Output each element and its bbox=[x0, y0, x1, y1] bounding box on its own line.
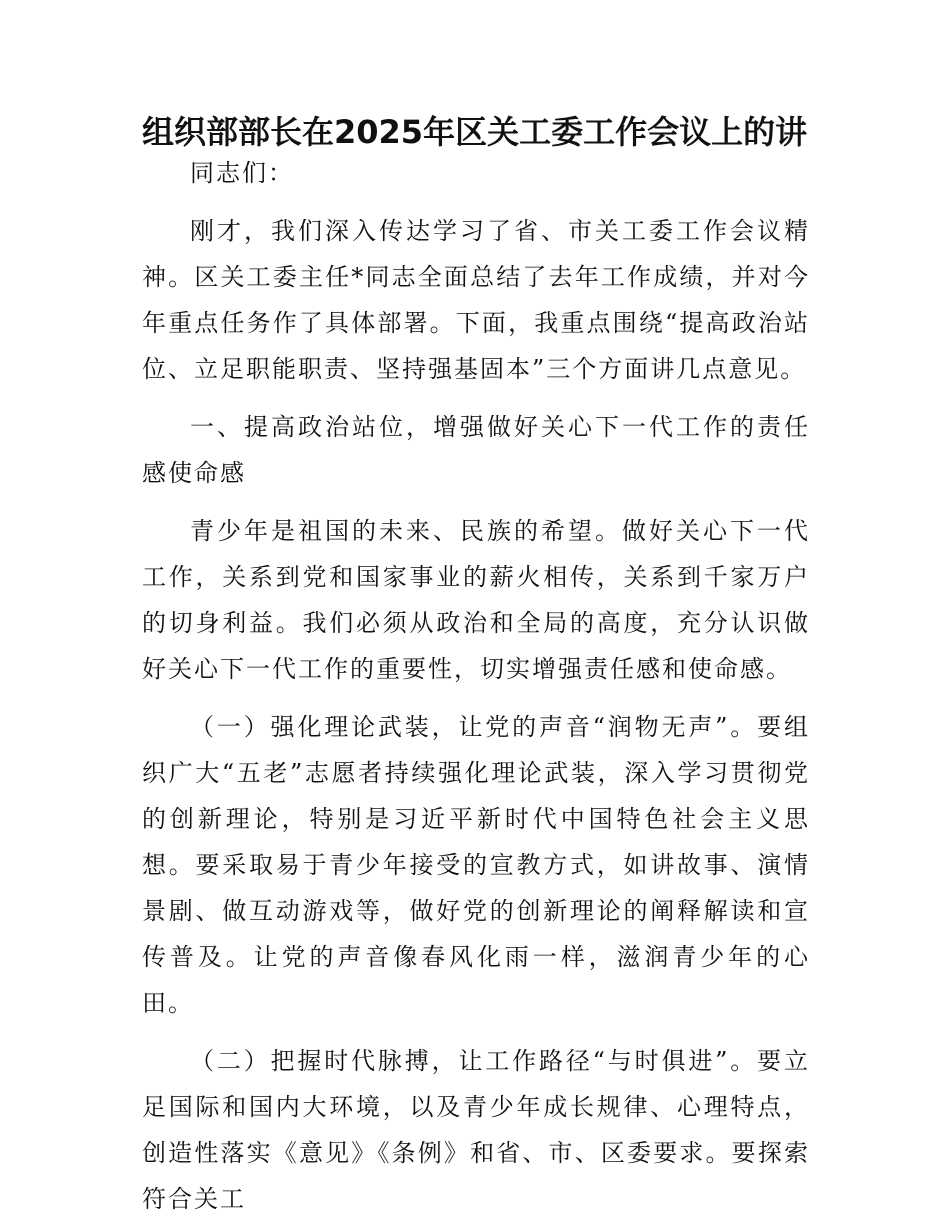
intro-paragraph: 刚才，我们深入传达学习了省、市关工委工作会议精神。区关工委主任*同志全面总结了去年工作成绩，并对今年重点任务作了具体部署。下面，我重点围绕“提高政治站位、立足职能职责、坚持强基固本”三个方面讲几点意见。 bbox=[142, 217, 810, 383]
section-paragraph-1: 青少年是祖国的未来、民族的希望。做好关心下一代工作，关系到党和国家事业的薪火相传，关系到千家万户的切身利益。我们必须从政治和全局的高度，充分认识做好关心下一代工作的重要性，切实增强责任感和使命感。 bbox=[142, 517, 810, 683]
subsection-paragraph-1: （一）强化理论武装，让党的声音“润物无声”。要组织广大“五老”志愿者持续强化理论武装，深入学习贯彻党的创新理论，特别是习近平新时代中国特色社会主义思想。要采取易于青少年接受的宣教方式，如讲故事、演情景剧、做互动游戏等，做好党的创新理论的阐释解读和宣传普及。让党的声音像春风化雨一样，滋润青少年的心田。 bbox=[142, 713, 810, 1017]
salutation-paragraph: 同志们： bbox=[190, 159, 294, 187]
subsection-paragraph-2: （二）把握时代脉搏，让工作路径“与时俱进”。要立足国际和国内大环境，以及青少年成长规律、心理特点，创造性落实《意见》《条例》和省、市、区委要求。要探索符合关工 bbox=[142, 1047, 810, 1213]
document-body bbox=[142, 150, 810, 1222]
section-heading-1: 一、提高政治站位，增强做好关心下一代工作的责任感使命感 bbox=[142, 413, 810, 487]
document-title: 组织部部长在2025年区关工委工作会议上的讲 bbox=[142, 113, 808, 151]
